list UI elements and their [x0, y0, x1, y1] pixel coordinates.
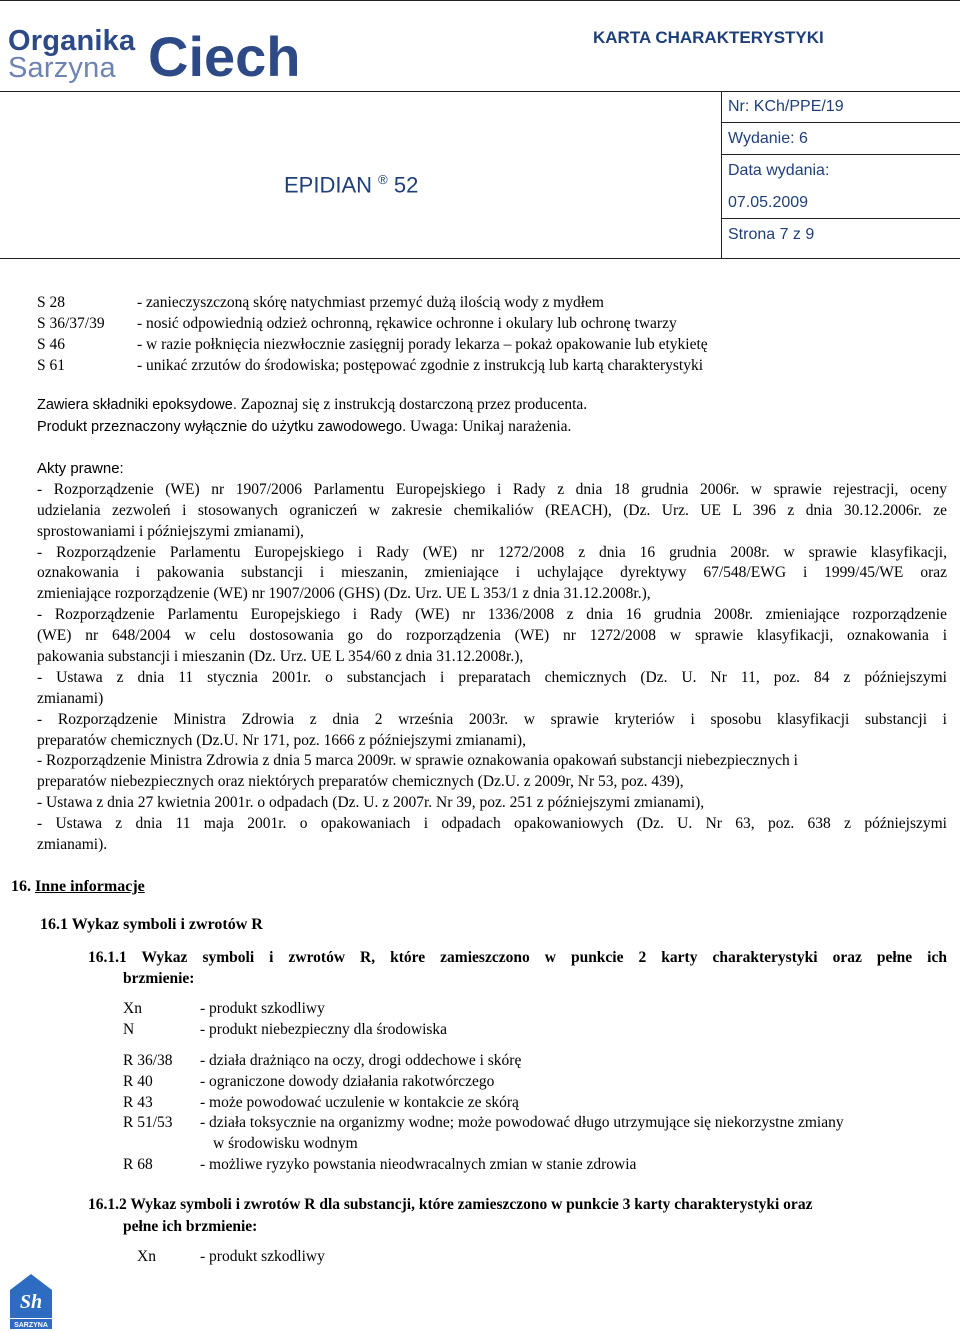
legal-line: - Rozporządzenie Ministra Zdrowia z dnia 2 września 2003r. w sprawie kryteriów i sposobu klasyfikacji substancji i — [37, 711, 947, 728]
legal-line: pakowania substancji i mieszanin (Dz. Urz. UE L 354/60 z dnia 31.12.2008r.), — [37, 648, 524, 665]
s-phrase-code: S 28 — [37, 294, 65, 311]
legal-line: (WE) nr 648/2004 w celu dostosowania go do rozporządzenia (WE) nr 1272/2008 w sprawie klasyfikacji, oznakowania i — [37, 627, 947, 644]
logo-line-2: Sarzyna — [8, 52, 116, 84]
header-border-bottom — [0, 258, 960, 259]
product-number: 52 — [393, 172, 419, 198]
legal-line: oznakowania i pakowania substancji i mieszanin, zmieniające i uchylające dyrektywy 67/548/EWG i 1999/45/WE oraz — [37, 564, 947, 581]
legal-line: - Ustawa z dnia 11 stycznia 2001r. o substancjach i preparatach chemicznych (Dz. U. Nr 11, poz. 84 z późniejszymi — [37, 669, 947, 686]
date-label: Data wydania: — [728, 162, 830, 179]
page-number: Strona 7 z 9 — [728, 226, 815, 243]
legal-line: udzielania zezwoleń i stosowanych ograniczeń w zakresie chemikaliów (REACH), (Dz. Urz. UE L 396 z dnia 30.12.2006r. ze — [37, 502, 947, 519]
r-phrase-text: - może powodować uczulenie w kontakcie ze skórą — [200, 1094, 519, 1111]
r-phrase-code: R 51/53 — [123, 1114, 173, 1131]
subsection-16-1: 16.1 Wykaz symboli i zwrotów R — [40, 916, 263, 933]
edition: Wydanie: 6 — [728, 130, 808, 147]
note-line-1 — [37, 396, 587, 414]
header-vertical-divider — [721, 91, 722, 259]
doc-number: Nr: KCh/PPE/19 — [728, 98, 844, 115]
s-phrase-code: S 46 — [37, 336, 65, 353]
product-name — [284, 172, 418, 198]
legal-line: - Rozporządzenie Ministra Zdrowia z dnia 5 marca 2009r. w sprawie oznakowania opakowań substancji niebezpiecznych i — [37, 752, 798, 769]
r-phrase-text: - ograniczone dowody działania rakotwórczego — [200, 1073, 495, 1090]
r-phrase-text: - działa toksycznie na organizmy wodne; może powodować długo utrzymujące się niekorzystne zmiany — [200, 1114, 844, 1131]
r-phrase-text: - działa drażniąco na oczy, drogi oddechowe i skórę — [200, 1052, 522, 1069]
product-label: EPIDIAN — [284, 172, 373, 198]
meta-rule-3 — [721, 218, 960, 219]
note-instructions: Zapoznaj się z instrukcją dostarczoną przez producenta. — [240, 396, 588, 413]
section-title: Inne informacje — [35, 878, 145, 895]
subsection-16-1-2-line-1: 16.1.2 Wykaz symboli i zwrotów R dla substancji, które zamieszczono w punkcie 3 karty charakterystyki oraz — [88, 1196, 813, 1213]
s-phrase-code: S 61 — [37, 357, 65, 374]
legal-line: zmianami) — [37, 690, 104, 707]
s-phrase-text: - unikać zrzutów do środowiska; postępować zgodnie z instrukcją lub kartą charakterystyki — [137, 357, 703, 374]
symbol-code: Xn — [123, 1000, 142, 1017]
note-professional: Produkt przeznaczony wyłącznie do użytku zawodowego. — [37, 419, 407, 435]
legal-heading: Akty prawne: — [37, 460, 124, 477]
note-epoxy: Zawiera składniki epoksydowe. — [37, 397, 237, 413]
s-phrase-code: S 36/37/39 — [37, 315, 105, 332]
r-phrase-code: R 36/38 — [123, 1052, 173, 1069]
r-phrase-text-continued: w środowisku wodnym — [213, 1135, 358, 1152]
subsection-16-1-1-line-1: 16.1.1 Wykaz symboli i zwrotów R, które zamieszczono w punkcie 2 karty charakterystyki oraz pełne ich — [88, 949, 947, 966]
symbol-text: - produkt szkodliwy — [200, 1248, 325, 1265]
meta-rule-2 — [721, 154, 960, 155]
registered-mark: ® — [378, 172, 388, 187]
subsection-16-1-1-line-2: brzmienie: — [123, 970, 195, 987]
legal-line: - Rozporządzenie Parlamentu Europejskiego i Rady (WE) nr 1272/2008 z dnia 16 grudnia 2008r. w sprawie klasyfikacji, — [37, 544, 947, 561]
note-warning: Uwaga: Unikaj narażenia. — [410, 418, 572, 435]
symbol-code: N — [123, 1021, 135, 1038]
doc-title: KARTA CHARAKTERYSTYKI — [593, 28, 824, 47]
logo-line-1: Organika — [8, 25, 136, 57]
legal-line: - Ustawa z dnia 27 kwietnia 2001r. o odpadach (Dz. U. z 2007r. Nr 39, poz. 251 z późniejszymi zmianami), — [37, 794, 705, 811]
symbol-text: - produkt szkodliwy — [200, 1000, 325, 1017]
sarzyna-footer-logo — [8, 1272, 54, 1330]
r-phrase-code: R 68 — [123, 1156, 153, 1173]
symbol-code: Xn — [137, 1248, 156, 1265]
header-border-top — [0, 0, 960, 1]
symbol-text: - produkt niebezpieczny dla środowiska — [200, 1021, 448, 1038]
footer-logo-text: SARZYNA — [14, 1322, 48, 1329]
s-phrase-text: - zanieczyszczoną skórę natychmiast przemyć dużą ilością wody z mydłem — [137, 294, 604, 311]
legal-line: preparatów chemicznych (Dz.U. Nr 171, poz. 1666 z późniejszymi zmianami), — [37, 732, 526, 749]
subsection-16-1-2-line-2: pełne ich brzmienie: — [123, 1218, 258, 1235]
legal-line: zmianami). — [37, 836, 108, 853]
s-phrase-text: - nosić odpowiednią odzież ochronną, rękawice ochronne i okulary lub ochronę twarzy — [137, 315, 677, 332]
note-line-2 — [37, 418, 571, 436]
ciech-logo — [148, 30, 368, 84]
organika-sarzyna-logo — [8, 25, 138, 84]
section-16-heading — [11, 878, 145, 896]
ciech-logo-text: Ciech — [148, 30, 301, 84]
meta-rule-1 — [721, 122, 960, 123]
section-number: 16. — [11, 878, 31, 895]
svg-text:Sh: Sh — [19, 1291, 43, 1313]
legal-line: - Ustawa z dnia 11 maja 2001r. o opakowaniach i odpadach opakowaniowych (Dz. U. Nr 63, poz. 638 z późniejszymi — [37, 815, 947, 832]
r-phrase-code: R 43 — [123, 1094, 153, 1111]
legal-line: - Rozporządzenie Parlamentu Europejskiego i Rady (WE) nr 1336/2008 z dnia 16 grudnia 2008r. zmieniające rozporządzenie — [37, 606, 947, 623]
r-phrase-text: - możliwe ryzyko powstania nieodwracalnych zmian w stanie zdrowia — [200, 1156, 637, 1173]
header-divider — [0, 91, 960, 92]
s-phrase-text: - w razie połknięcia niezwłocznie zasięgnij porady lekarza – pokaż opakowanie lub etykietę — [137, 336, 708, 353]
date-value: 07.05.2009 — [728, 194, 809, 211]
legal-line: preparatów niebezpiecznych oraz niektórych preparatów chemicznych (Dz.U. z 2009r, Nr 53, poz. 439), — [37, 773, 684, 790]
legal-line: zmieniające rozporządzenie (WE) nr 1907/2006 (GHS) (Dz. Urz. UE L 353/1 z dnia 31.12.2008r.), — [37, 585, 651, 602]
legal-line: - Rozporządzenie (WE) nr 1907/2006 Parlamentu Europejskiego i Rady z dnia 18 grudnia 2006r. w sprawie rejestracji, oceny — [37, 481, 947, 498]
r-phrase-code: R 40 — [123, 1073, 153, 1090]
legal-line: sprostowaniami i późniejszymi zmianami), — [37, 523, 304, 540]
